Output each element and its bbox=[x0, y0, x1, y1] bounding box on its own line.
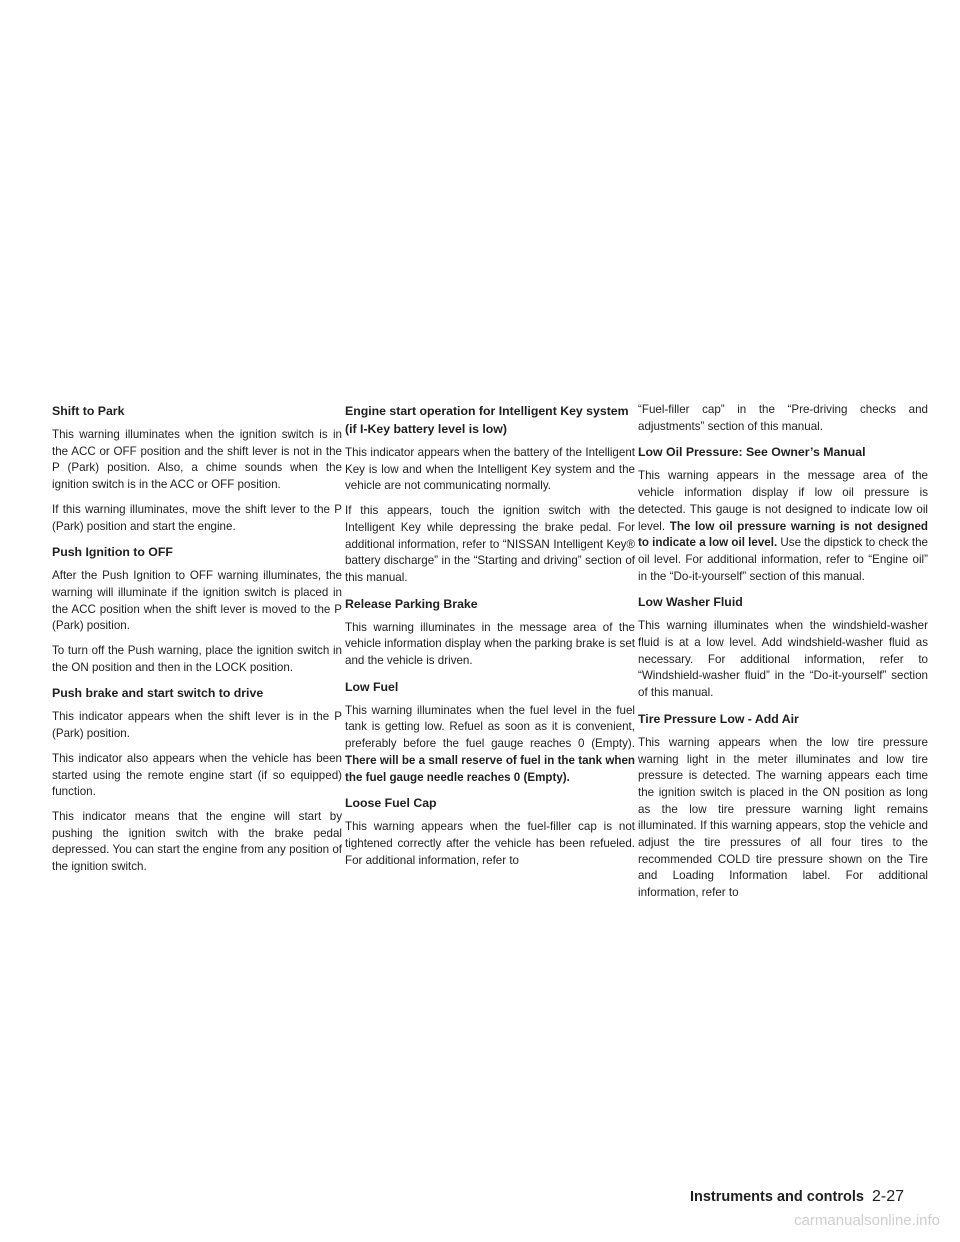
paragraph: This warning appears when the fuel-filler cap is not tightened correctly after the vehicle has been refueled. For additional information, refer to bbox=[345, 820, 635, 867]
bold-text: There will be a small reserve of fuel in the tank when the fuel gauge needle reaches 0 (Empty). bbox=[345, 753, 635, 784]
bold-text: The low oil pressure warning is not designed to indicate a low oil level. bbox=[638, 519, 928, 550]
heading-loose-fuel-cap: Loose Fuel Cap bbox=[345, 796, 437, 811]
heading-engine-start-intelligent-key: Engine start operation for Intelligent Key system (if I-Key battery level is low) bbox=[345, 404, 629, 436]
paragraph: After the Push Ignition to OFF warning illuminates, the warning will illuminate if the ignition switch is placed in the ACC position when the shift lever is moved to the P (Park) position. bbox=[52, 569, 342, 633]
paragraph: To turn off the Push warning, place the ignition switch in the ON position and then in the LOCK position. bbox=[52, 644, 342, 674]
heading-low-washer-fluid: Low Washer Fluid bbox=[638, 595, 743, 610]
page-number: 2-27 bbox=[871, 1188, 904, 1205]
column-right bbox=[638, 402, 928, 910]
paragraph: If this warning illuminates, move the shift lever to the P (Park) position and start the engine. bbox=[52, 502, 342, 533]
text: This warning appears in the message area of the vehicle information display if low oil pressure is detected. This gauge is not designed to indicate low oil level. bbox=[638, 469, 928, 533]
paragraph-low-fuel bbox=[345, 703, 635, 787]
paragraph: This warning illuminates when the windshield-washer fluid is at a low level. Add windshield-washer fluid as necessary. For additional information, refer to “Windshield-washer fluid” in the “Do-it-yourself” section of this manual. bbox=[638, 619, 928, 700]
heading-tire-pressure-low: Tire Pressure Low - Add Air bbox=[638, 711, 799, 726]
heading-low-fuel: Low Fuel bbox=[345, 679, 399, 694]
text: Use the dipstick to check the oil level. For additional information, refer to “Engine oil” in the “Do-it-yourself” section of this manual. bbox=[638, 536, 928, 583]
paragraph: This warning illuminates in the message area of the vehicle information display when the parking brake is set and the vehicle is driven. bbox=[345, 620, 635, 668]
column-left bbox=[52, 402, 342, 884]
heading-push-brake: Push brake and start switch to drive bbox=[52, 686, 264, 701]
paragraph-continued: “Fuel-filler cap” in the “Pre-driving checks and adjustments” section of this manual. bbox=[638, 403, 928, 433]
section-title: Instruments and controls bbox=[689, 1189, 864, 1205]
paragraph: This warning illuminates when the ignition switch is in the ACC or OFF position and the shift lever is not in the P (Park) position. Also, a chime sounds when the ignition switch is in the ACC or OFF position. bbox=[52, 428, 342, 492]
text: This warning illuminates when the fuel level in the fuel tank is getting low. Refuel as soon as it is convenient, preferably before the fuel gauge reaches 0 (Empty). bbox=[345, 703, 635, 751]
watermark: carmanualsonline.info bbox=[794, 1212, 940, 1229]
heading-release-parking-brake: Release Parking Brake bbox=[345, 596, 478, 611]
paragraph: This indicator appears when the battery of the Intelligent Key is low and when the Intelligent Key system and the vehicle are not communicating normally. bbox=[345, 446, 635, 493]
paragraph: If this appears, touch the ignition switch with the Intelligent Key while depressing the brake pedal. For additional information, refer to “NISSAN Intelligent Key® battery discharge” in the “Starting and driving” section of this manual. bbox=[345, 504, 635, 584]
page-footer bbox=[690, 1188, 904, 1206]
heading-push-ignition-off: Push Ignition to OFF bbox=[52, 545, 173, 560]
paragraph: This warning appears when the low tire pressure warning light in the meter illuminates and low tire pressure is detected. The warning appears each time the ignition switch is placed in the ON position as long as the low tire pressure warning light remains illuminated. If this warning appears, stop the vehicle and adjust the tire pressures of all four tires to the recommended COLD tire pressure shown on the Tire and Loading Information label. For additional information, refer to bbox=[638, 735, 928, 900]
paragraph: This indicator means that the engine will start by pushing the ignition switch with the brake pedal depressed. You can start the engine from any position of the ignition switch. bbox=[52, 809, 342, 874]
paragraph: This indicator also appears when the vehicle has been started using the remote engine start (if so equipped) function. bbox=[52, 751, 342, 799]
column-middle bbox=[345, 402, 635, 877]
heading-shift-to-park: Shift to Park bbox=[52, 404, 125, 418]
paragraph-low-oil bbox=[638, 468, 928, 585]
paragraph: This indicator appears when the shift lever is in the P (Park) position. bbox=[52, 710, 342, 741]
heading-low-oil-pressure: Low Oil Pressure: See Owner’s Manual bbox=[638, 445, 866, 460]
